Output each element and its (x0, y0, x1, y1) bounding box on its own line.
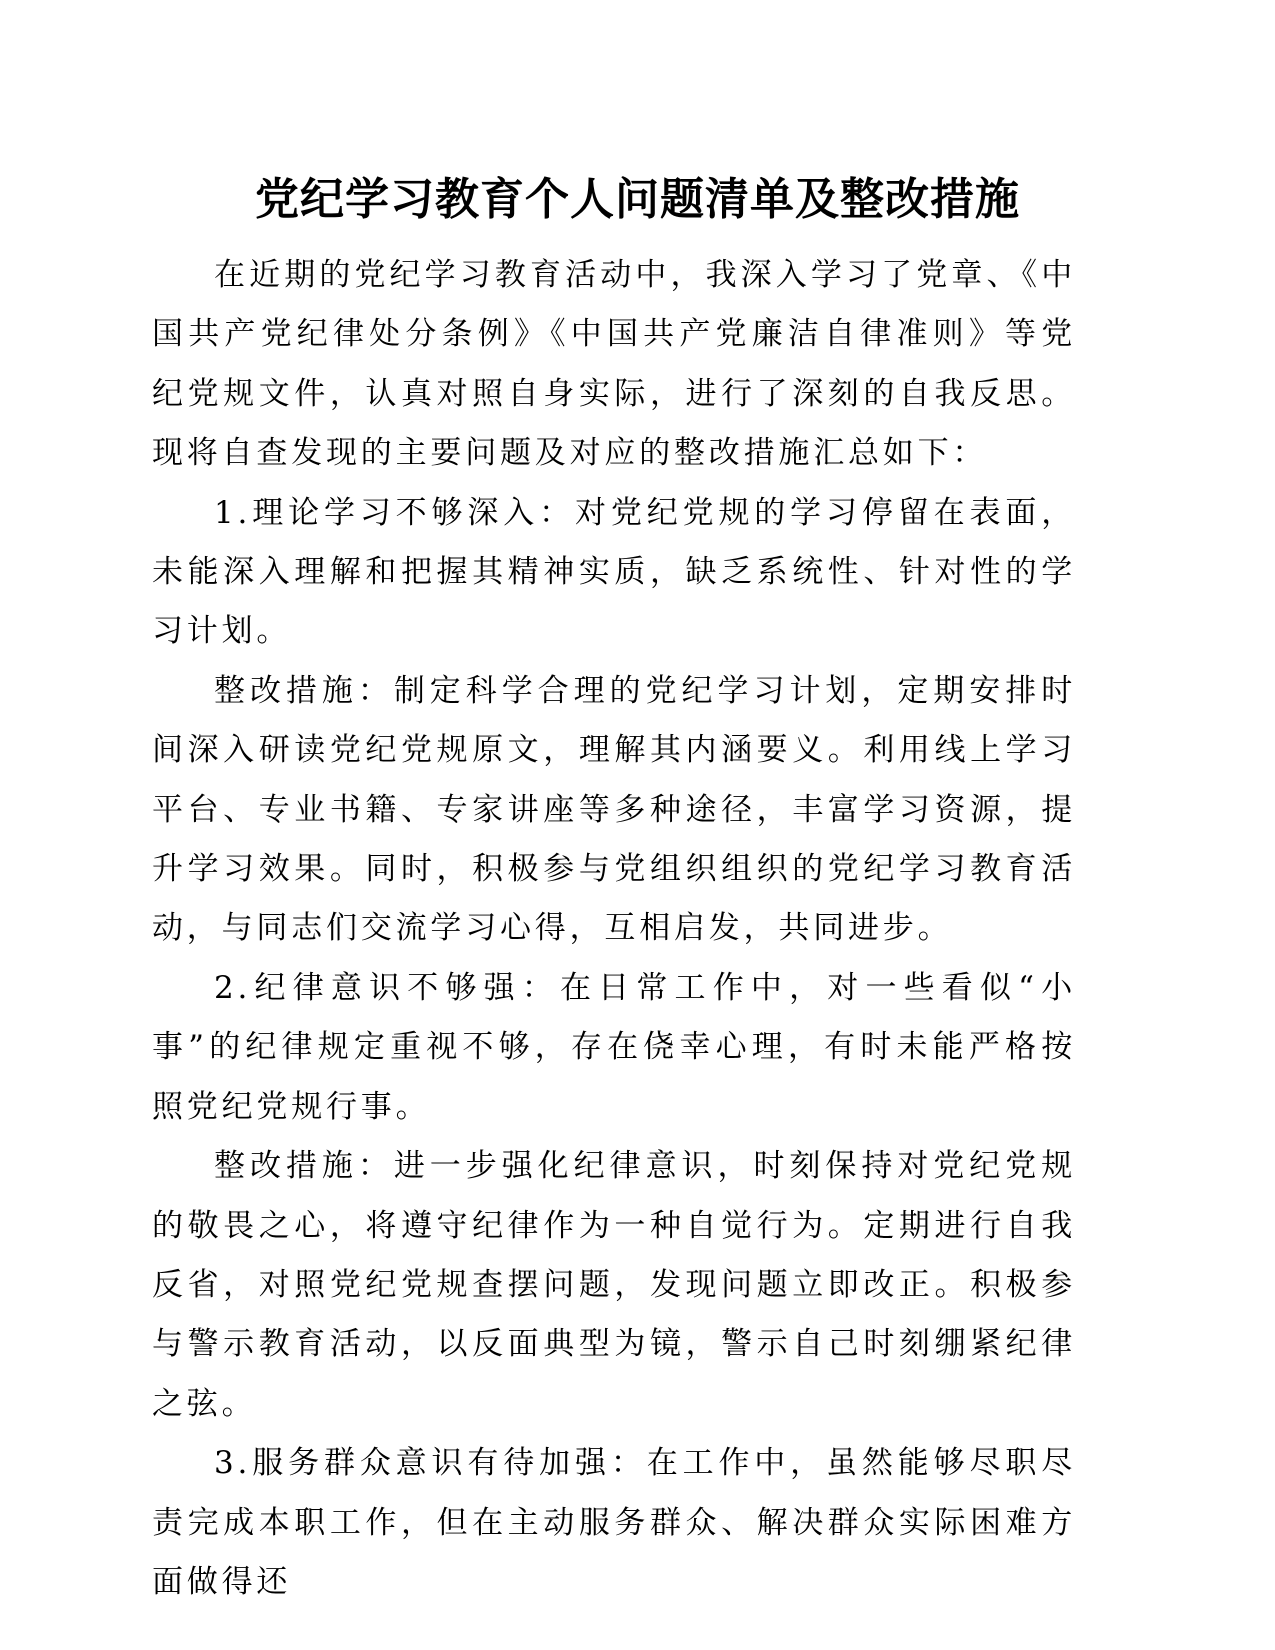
measure-2-paragraph: 整改措施：进一步强化纪律意识，时刻保持对党纪党规的敬畏之心，将遵守纪律作为一种自觉行为。定期进行自我反省，对照党纪党规查摆问题，发现问题立即改正。积极参与警示教育活动，以反面典型为镜，警示自己时刻绷紧纪律之弦。 (152, 1148, 1076, 1422)
intro-paragraph: 在近期的党纪学习教育活动中，我深入学习了党章、《中国共产党纪律处分条例》《中国共产党廉洁自律准则》等党纪党规文件，认真对照自身实际，进行了深刻的自我反思。现将自查发现的主要问题及对应的整改措施汇总如下： (152, 257, 1076, 472)
issue-1-paragraph: 1.理论学习不够深入：对党纪党规的学习停留在表面，未能深入理解和把握其精神实质，缺乏系统性、针对性的学习计划。 (152, 494, 1076, 650)
issue-2-paragraph: 2.纪律意识不够强：在日常工作中，对一些看似“小事”的纪律规定重视不够，存在侥幸心理，有时未能严格按照党纪党规行事。 (152, 969, 1076, 1125)
issue-3-paragraph: 3.服务群众意识有待加强：在工作中，虽然能够尽职尽责完成本职工作，但在主动服务群众、解决群众实际困难方面做得还 (152, 1445, 1076, 1600)
document-title: 党纪学习教育个人问题清单及整改措施 (255, 174, 1020, 225)
measure-1-paragraph: 整改措施：制定科学合理的党纪学习计划，定期安排时间深入研读党纪党规原文，理解其内涵要义。利用线上学习平台、专业书籍、专家讲座等多种途径，丰富学习资源，提升学习效果。同时，积极参与党组织组织的党纪学习教育活动，与同志们交流学习心得，互相启发，共同进步。 (152, 672, 1076, 947)
document-body (152, 246, 1076, 1612)
